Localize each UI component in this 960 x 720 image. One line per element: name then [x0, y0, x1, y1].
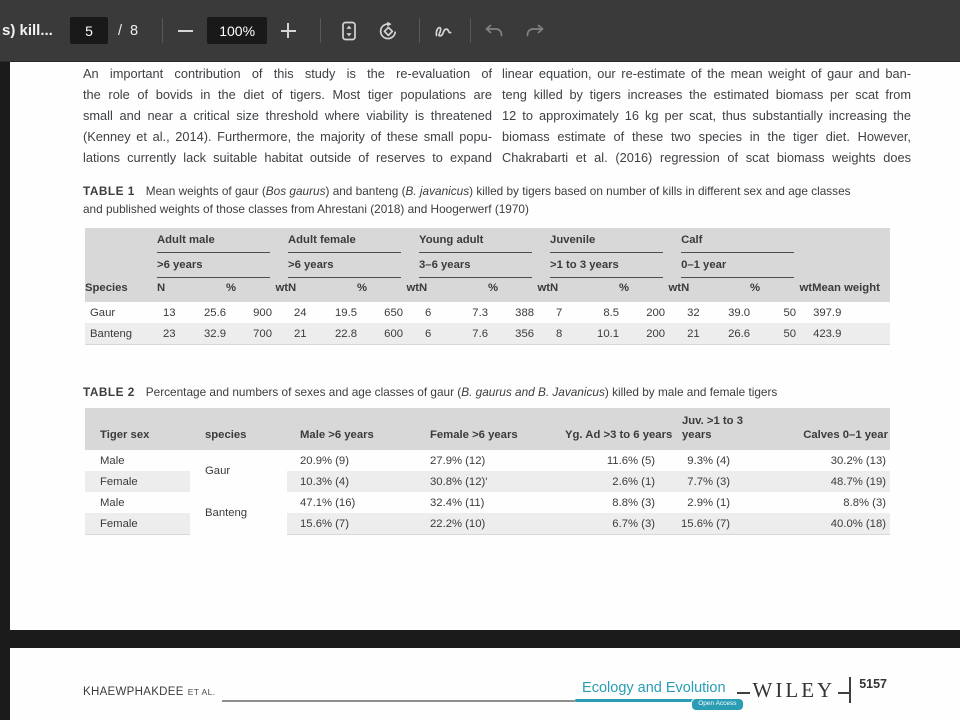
table1-n-header: N [419, 278, 452, 302]
caption-segment: B. gaurus and B. Javanicus [461, 385, 605, 399]
table1-value-cell: 6 [419, 323, 452, 345]
caption-segment: Percentage and numbers of sexes and age classes of gaur ( [145, 385, 462, 399]
table1-wt-header: wt [236, 278, 288, 302]
table1-value-cell: 7.3 [472, 306, 489, 319]
table1-range-row [85, 253, 890, 278]
table1-value-cell: 19.5 [335, 306, 357, 319]
table1-pct-header: % [190, 278, 236, 302]
table1-value-cell: 23 [157, 323, 190, 345]
table2-value-cell: 47.1% (16) [300, 496, 356, 509]
page-number-input[interactable] [70, 17, 108, 44]
zoom-level-input[interactable] [207, 17, 267, 44]
table2-value-cell: 11.6% (5) [606, 454, 655, 467]
table1-wt-header: wt [760, 278, 812, 302]
table2-value-cell: 6.7% (3) [548, 513, 663, 535]
table1-value-cell: 26.6 [714, 323, 760, 345]
table2-tiger-sex-cell: Female [85, 513, 190, 535]
table2-column-header: Calves 0–1 year [770, 408, 890, 450]
table1-value-cell: 7.6 [452, 323, 498, 345]
running-head-rule [222, 700, 576, 702]
table1-mean-cell: 397.9 [813, 306, 842, 319]
table1-species-cell: Banteng [85, 323, 157, 345]
caption-segment: TABLE 2 [83, 385, 135, 399]
text-column-left [83, 63, 492, 168]
table1-pct-header: % [583, 278, 629, 302]
table2-value-cell: 40.0% (18) [770, 513, 890, 535]
rotate-button[interactable] [371, 14, 405, 48]
table1-row [85, 302, 890, 323]
table1-range-label: >6 years [288, 253, 401, 278]
table1-value-cell: 8 [550, 323, 583, 345]
table1-header-cell [812, 253, 890, 278]
table1-wt-header: wt [629, 278, 681, 302]
pdf-page-next [10, 648, 960, 720]
table1-range-label: >6 years [157, 253, 270, 278]
table1-value-cell: 600 [367, 323, 419, 345]
table1-range-header [681, 253, 812, 278]
table1-species-cell: Gaur [90, 306, 116, 319]
running-head [83, 664, 887, 707]
table1-value-cell: 50 [783, 306, 797, 319]
table1-n-header: N [157, 278, 190, 302]
table1-mean-cell: 423.9 [812, 323, 890, 345]
pdf-page-current [10, 62, 960, 630]
table1-wt-header: wt [367, 278, 419, 302]
table2-row [85, 450, 890, 471]
body-text-line: (Kenney et al., 2014). Furthermore, the majority of these small popu- [83, 129, 492, 144]
table1-value-cell: 700 [236, 323, 288, 345]
table2-value-cell: 2.6% (1) [612, 475, 655, 488]
table1-range-header [157, 253, 288, 278]
table2-value-cell: 15.6% (7) [663, 513, 770, 535]
rotate-icon [377, 20, 399, 42]
table2-row [85, 492, 890, 513]
table1-range-label: 3–6 years [419, 253, 532, 278]
caption-segment: ) killed by tigers based on number of kills in different sex and age classes and published weights of those classes from Ahrestani (2018) and Hoogerwerf (1970) [83, 184, 851, 216]
table1-value-cell: 25.6 [204, 306, 226, 319]
table1-value-cell: 21 [681, 323, 714, 345]
table1-value-cell: 356 [498, 323, 550, 345]
annotate-button[interactable] [426, 14, 460, 48]
redo-icon [524, 20, 546, 42]
journal-page-number-block [849, 677, 887, 703]
table1-value-cell: 50 [760, 323, 812, 345]
rule-dash [737, 692, 750, 694]
toolbar-separator [162, 18, 163, 43]
table2-value-cell: 9.3% (4) [687, 454, 730, 467]
table2-tiger-sex-cell: Male [100, 496, 125, 509]
rule-dash [838, 692, 849, 694]
table1-n-header: N [550, 278, 583, 302]
table1-group-header [288, 228, 419, 253]
body-text-line: teng killed by tigers increases the estimated biomass per scat from [502, 87, 911, 102]
table1-group-label: Adult male [157, 228, 270, 253]
fit-page-icon [338, 20, 360, 42]
table2-value-cell: 10.3% (4) [300, 475, 349, 488]
table2-value-cell: 2.9% (1) [687, 496, 730, 509]
body-text-line: linear equation, our re-estimate of the mean weight of gaur and ban- [502, 66, 911, 81]
table1-value-cell: 13 [163, 306, 176, 319]
caption-segment: B. javanicus [405, 184, 470, 198]
table1-value-cell: 7 [556, 306, 563, 319]
undo-icon [483, 20, 505, 42]
document-title: s) kill... [2, 22, 53, 39]
table1-group-header [681, 228, 812, 253]
table1-group-label: Adult female [288, 228, 401, 253]
table1-row [85, 323, 890, 345]
body-text-line: biomass estimate of these two species in the tiger diet. However, [502, 129, 911, 144]
table2-value-cell: 48.7% (19) [830, 475, 886, 488]
table2-value-cell: 8.8% (3) [843, 496, 886, 509]
table2-tiger-sex-cell: Female [100, 475, 138, 488]
journal-name: Ecology and Evolution [582, 680, 726, 696]
caption-segment: Bos gaurus [265, 184, 326, 198]
table1-value-cell: 21 [288, 323, 321, 345]
table1-value-cell: 900 [253, 306, 272, 319]
table1-mean-weights [85, 228, 890, 345]
table1-range-header [550, 253, 681, 278]
table1-value-cell: 388 [515, 306, 535, 319]
body-text-line: lations currently lack suitable habitat outside of reserves to expand [83, 150, 492, 165]
toolbar-separator [320, 18, 321, 43]
table1-value-cell: 22.8 [321, 323, 367, 345]
table2-column-header: Juv. >1 to 3 years [663, 408, 770, 450]
table2-value-cell: 32.4% (11) [430, 496, 485, 509]
table2-value-cell: 20.9% (9) [300, 454, 349, 467]
document-viewport [0, 62, 960, 720]
table2-species-cell: Gaur [190, 450, 287, 492]
body-text-line: An important contribution of this study is the re-evaluation of [83, 66, 492, 81]
table2-column-header: Tiger sex [85, 408, 190, 450]
table2-value-cell: 15.6% (7) [287, 513, 415, 535]
body-text-line: 12 to approximately 16 kg per scat, thus substantially increasing the [502, 108, 911, 123]
table2-value-cell: 27.9% (12) [430, 454, 486, 467]
page-count-label: / 8 [118, 22, 141, 39]
table2-value-cell: 8.8% (3) [612, 496, 655, 509]
table2-column-header: Male >6 years [287, 408, 415, 450]
table1-group-header [550, 228, 681, 253]
table1-value-cell: 8.5 [603, 306, 620, 319]
table1-value-cell: 650 [384, 306, 404, 319]
table1-wt-header: wt [498, 278, 550, 302]
table1-pct-header: % [321, 278, 367, 302]
running-head-author: KHAEWPHAKDEE [83, 686, 184, 698]
table1-range-label: >1 to 3 years [550, 253, 663, 278]
table1-caption [83, 183, 863, 218]
table2-value-cell: 30.2% (13) [830, 454, 886, 467]
table2-value-cell: 30.8% (12)' [430, 475, 488, 488]
table2-tiger-sex-cell: Male [100, 454, 125, 467]
table1-value-cell: 200 [646, 306, 666, 319]
body-text-line: small and near a critical size threshold where viability is threatened [83, 108, 492, 123]
caption-segment: TABLE 1 [83, 184, 135, 198]
table2-value-cell: 22.2% (10) [415, 513, 548, 535]
table2-column-header: species [190, 408, 287, 450]
table1-group-header [419, 228, 550, 253]
table1-range-header [419, 253, 550, 278]
caption-segment: ) killed by male and female tigers [604, 385, 778, 399]
pdf-toolbar [0, 0, 960, 62]
table2-value-cell: 7.7% (3) [687, 475, 730, 488]
table1-value-cell: 32 [687, 306, 700, 319]
zoom-in-button[interactable] [271, 14, 305, 48]
table1-species-header: Species [85, 278, 157, 302]
caption-segment: Mean weights of gaur ( [145, 184, 266, 198]
table1-group-label: Young adult [419, 228, 532, 253]
text-column-right [502, 63, 911, 168]
plus-icon [281, 23, 296, 38]
table1-value-cell: 32.9 [190, 323, 236, 345]
table1-group-header [157, 228, 288, 253]
table1-value-cell: 39.0 [728, 306, 751, 319]
article-body-text [83, 63, 911, 168]
running-head-etal: ET AL. [187, 687, 216, 697]
caption-segment: ) and banteng ( [325, 184, 406, 198]
open-access-badge: Open Access [691, 698, 743, 711]
table2-column-header: Yg. Ad >3 to 6 years [548, 408, 663, 450]
toolbar-separator [419, 18, 420, 43]
journal-logo [575, 680, 737, 707]
zoom-out-button[interactable] [168, 14, 202, 48]
table1-group-label: Juvenile [550, 228, 663, 253]
table1-n-header: N [288, 278, 321, 302]
table1-mean-header: Mean weight [812, 278, 890, 302]
table1-value-cell: 10.1 [583, 323, 629, 345]
table2-tiger-sex-kills [85, 408, 890, 535]
publisher-wordmark: WILEY [752, 678, 836, 702]
table2-header-row [85, 408, 890, 450]
table1-value-cell: 6 [425, 306, 432, 319]
table2-species-cell: Banteng [190, 492, 287, 535]
table2-column-header: Female >6 years [415, 408, 548, 450]
undo-button[interactable] [477, 14, 511, 48]
redo-button[interactable] [518, 14, 552, 48]
toolbar-separator [470, 18, 471, 43]
table1-pct-header: % [714, 278, 760, 302]
table1-header-cell [85, 253, 157, 278]
table2-caption [83, 384, 863, 402]
table1-range-header [288, 253, 419, 278]
table1-value-cell: 200 [629, 323, 681, 345]
table1-n-header: N [681, 278, 714, 302]
table1-header-cell [85, 228, 157, 253]
table1-group-row [85, 228, 890, 253]
table1-column-row [85, 278, 890, 302]
pen-squiggle-icon [432, 20, 454, 42]
table1-group-label: Calf [681, 228, 794, 253]
minus-icon [178, 30, 193, 32]
table1-value-cell: 24 [294, 306, 307, 319]
table1-range-label: 0–1 year [681, 253, 794, 278]
table1-pct-header: % [452, 278, 498, 302]
table1-header-cell [812, 228, 890, 253]
body-text-line: Chakrabarti et al. (2016) regression of scat biomass weights does [502, 150, 911, 165]
fit-to-page-button[interactable] [332, 14, 366, 48]
body-text-line: the role of bovids in the diet of tigers. Most tiger populations are [83, 87, 492, 102]
journal-page-number: 5157 [859, 677, 887, 691]
